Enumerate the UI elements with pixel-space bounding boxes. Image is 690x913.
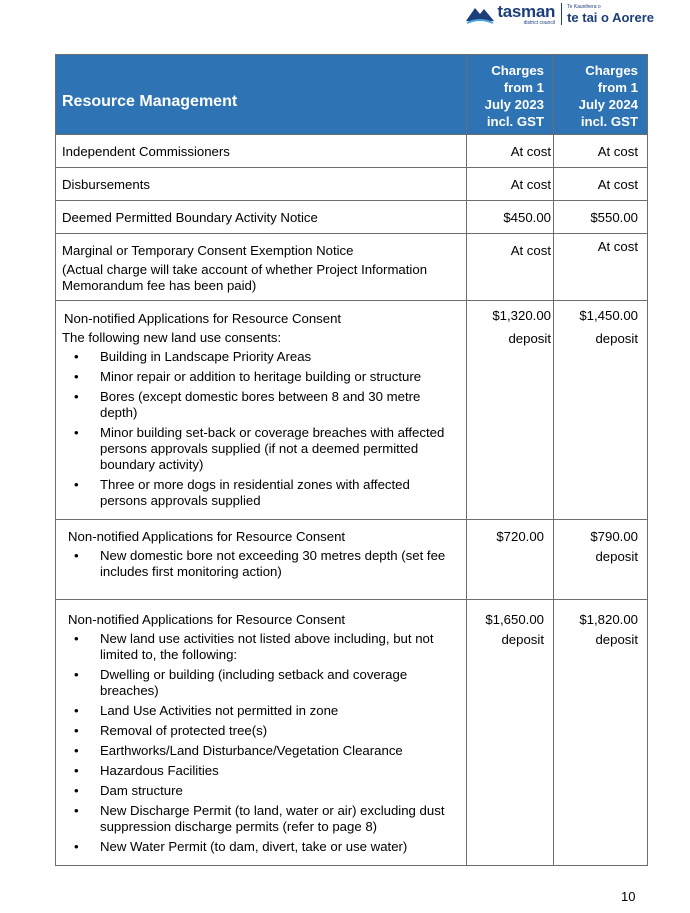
table-row — [56, 600, 648, 866]
list-item: • New domestic bore not exceeding 30 metres depth (set fee includes first monitoring action) — [62, 548, 460, 580]
charge-2023: $450.00 — [467, 201, 554, 234]
list-item: • Bores (except domestic bores between 8 and 30 metre depth) — [62, 389, 460, 421]
brand-block — [497, 3, 555, 26]
row-description: Independent Commissioners — [56, 135, 467, 168]
row-description — [56, 301, 467, 520]
page-number: 10 — [621, 889, 636, 904]
list-item: • Minor repair or addition to heritage building or structure — [62, 369, 460, 385]
list-item: • Hazardous Facilities — [62, 763, 460, 779]
charge-2023: $1,650.00 deposit — [467, 600, 554, 866]
list-item: • Dwelling or building (including setback and coverage breaches) — [62, 667, 460, 699]
row-description — [56, 520, 467, 600]
table-row — [56, 135, 648, 168]
table-title: Resource Management — [56, 55, 467, 135]
list-item: • Minor building set-back or coverage breaches with affected persons approvals supplied (if not a deemed permitted boundary activity) — [62, 425, 460, 473]
row-description — [56, 234, 467, 301]
row-description — [56, 600, 467, 866]
row-description: Disbursements — [56, 168, 467, 201]
list-item: • Earthworks/Land Disturbance/Vegetation Clearance — [62, 743, 460, 759]
charge-2024: At cost — [554, 168, 648, 201]
charge-2023: At cost — [467, 135, 554, 168]
charge-2024: $1,820.00 deposit — [554, 600, 648, 866]
council-logo — [465, 1, 654, 27]
charge-2024: At cost — [554, 135, 648, 168]
fees-table — [55, 54, 648, 866]
maori-name: te tai o Aorere — [567, 9, 654, 25]
maori-block — [567, 5, 654, 24]
maori-top: Te Kaunihera o — [567, 3, 601, 10]
charge-2023: At cost — [467, 234, 554, 301]
header-charges-2023: Charges from 1 July 2023 incl. GST — [467, 55, 554, 135]
table-row — [56, 301, 648, 520]
charge-2024: $1,450.00 deposit — [554, 301, 648, 520]
row-description: Deemed Permitted Boundary Activity Notice — [56, 201, 467, 234]
list-item: • Land Use Activities not permitted in zone — [62, 703, 460, 719]
bullet-list — [62, 349, 460, 509]
table-row — [56, 201, 648, 234]
table-row — [56, 234, 648, 301]
charge-2023: $1,320.00 deposit — [467, 301, 554, 520]
list-item: • New land use activities not listed above including, but not limited to, the following: — [62, 631, 460, 663]
logo-divider — [561, 3, 562, 25]
row-subtext: The following new land use consents: — [62, 330, 282, 345]
row-text: Non-notified Applications for Resource Consent — [64, 311, 342, 326]
table-row — [56, 520, 648, 600]
charge-2024: At cost — [554, 234, 648, 301]
row-text: Marginal or Temporary Consent Exemption Notice — [62, 243, 354, 258]
list-item: • Three or more dogs in residential zones with affected persons approvals supplied — [62, 477, 460, 509]
charge-2023: At cost — [467, 168, 554, 201]
bullet-list — [62, 631, 460, 855]
header-charges-2024: Charges from 1 July 2024 incl. GST — [554, 55, 648, 135]
row-note: (Actual charge will take account of whether Project Information Memorandum fee has been paid) — [62, 262, 428, 293]
list-item: • New Discharge Permit (to land, water or air) excluding dust suppression discharge permits (refer to page 8) — [62, 803, 460, 835]
row-text: Non-notified Applications for Resource Consent — [68, 529, 346, 544]
list-item: • Dam structure — [62, 783, 460, 799]
mountain-logo-icon — [465, 3, 495, 25]
list-item: • Building in Landscape Priority Areas — [62, 349, 460, 365]
table-header-row — [56, 55, 648, 135]
charge-2023: $720.00 — [467, 520, 554, 600]
charge-2024: $790.00 deposit — [554, 520, 648, 600]
bullet-list — [62, 548, 460, 580]
brand-name: tasman — [497, 1, 556, 21]
brand-sub: district council — [523, 19, 556, 26]
table-row — [56, 168, 648, 201]
row-text: Non-notified Applications for Resource Consent — [68, 612, 346, 627]
list-item: • New Water Permit (to dam, divert, take or use water) — [62, 839, 460, 855]
list-item: • Removal of protected tree(s) — [62, 723, 460, 739]
charge-2024: $550.00 — [554, 201, 648, 234]
